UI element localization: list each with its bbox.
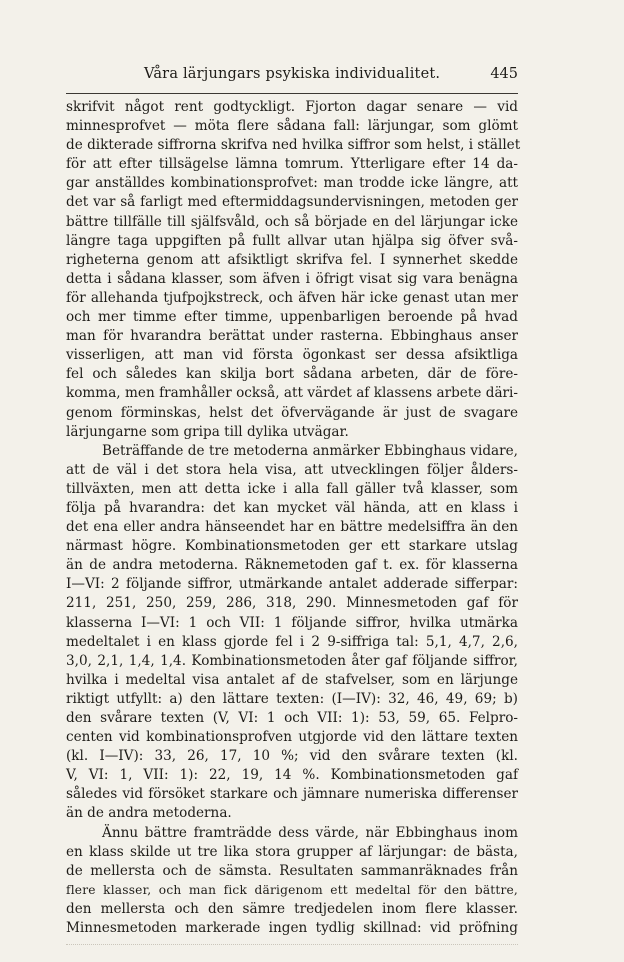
text-line: Beträffande de tre metoderna anmärker Ebbinghaus vidare, — [102, 442, 518, 459]
text-line: och mer timme efter timme, uppenbarligen beroende på hvad — [66, 309, 518, 326]
text-line: gar anställdes kombinationsprofvet: man trodde icke längre, att — [66, 175, 518, 192]
text-line: visserligen, att man vid första ögonkast ser dessa afsiktliga — [66, 347, 518, 364]
text-line: man för hvarandra berättat under rasterna. Ebbinghaus anser — [66, 328, 518, 345]
page-number: 445 — [490, 66, 518, 82]
text-line: komma, men framhåller också, att värdet af klassens arbete däri- — [66, 385, 518, 402]
page-bottom-edge — [66, 944, 518, 947]
text-line: än de andra metoderna. Räknemetoden gaf t. ex. för klasserna — [66, 557, 518, 574]
text-line: närmast högre. Kombinationsmetoden ger ett starkare utslag — [66, 538, 518, 555]
text-line: V, VI: 1, VII: 1): 22, 19, 14 %. Kombinationsmetoden gaf — [66, 767, 518, 784]
text-line: centen vid kombinationsprofven utgjorde vid den lättare texten — [66, 729, 518, 746]
text-line: än de andra metoderna. — [66, 805, 232, 822]
text-line: en klass skilde ut tre lika stora grupper af lärjungar: de bästa, — [66, 843, 518, 860]
text-line: tillväxten, men att detta icke i alla fall gäller två klasser, som — [66, 480, 518, 497]
text-line: Ännu bättre framträdde dess värde, när Ebbinghaus inom — [102, 824, 518, 841]
text-line: medeltalet i en klass gjorde fel i 2 9-siffriga tal: 5,1, 4,7, 2,6, — [66, 633, 518, 650]
text-line: klasserna I—VI: 1 och VII: 1 följande siffror, hvilka utmärka — [66, 614, 518, 631]
text-line: den svårare texten (V, VI: 1 och VII: 1): 53, 59, 65. Felpro- — [66, 710, 518, 726]
text-line: riktigt utfyllt: a) den lättare texten: (I—IV): 32, 46, 49, 69; b) — [66, 690, 518, 707]
text-line: hvilka i medeltal visa antalet af de stafvelser, som en lärjunge — [66, 671, 518, 688]
text-line: Minnesmetoden markerade ingen tydlig skillnad: vid pröfning — [66, 920, 518, 937]
text-line: således vid försöket starkare och jämnare numeriska differenser — [66, 786, 518, 803]
text-line: (kl. I—IV): 33, 26, 17, 10 %; vid den svårare texten (kl. — [66, 748, 518, 765]
text-line: de dikterade siffrorna skrifva ned hvilka siffror som helst, i stället — [66, 137, 521, 154]
text-line: det ena eller andra hänseendet har en bättre medelsiffra än den — [66, 519, 518, 536]
text-line: 3,0, 2,1, 1,4, 1,4. Kombinationsmetoden åter gaf följande siffror, — [66, 652, 518, 669]
text-line: för allehanda tjufpojkstreck, och äfven här icke genast utan mer — [66, 289, 518, 306]
text-line: fel och således kan skilja bort sådana arbeten, där de före- — [66, 366, 518, 383]
text-line: den mellersta och den sämre tredjedelen inom flere klasser. — [66, 900, 518, 917]
text-line: I—VI: 2 följande siffror, utmärkande antalet adderade sifferpar: — [66, 576, 518, 593]
body-text — [66, 98, 521, 938]
page-header — [66, 66, 518, 88]
text-line: detta i sådana klasser, som äfven i öfrigt visat sig vara benägna — [66, 270, 518, 287]
text-line: för att efter tillsägelse lämna tomrum. Ytterligare efter 14 da- — [66, 156, 518, 173]
text-line: lärjungarne som gripa till dylika utvägar. — [66, 423, 349, 440]
text-line: bättre tillfälle till själfsvåld, och så började en del lärjungar icke — [66, 213, 518, 230]
text-line: 211, 251, 250, 259, 286, 318, 290. Minnesmetoden gaf för — [66, 595, 518, 612]
text-line: minnesprofvet — möta flere sådana fall: lärjungar, som glömt — [66, 118, 518, 135]
text-line: följa på hvarandra: det kan mycket väl hända, att en klass i — [66, 499, 518, 516]
text-line: righeterna genom att afsiktligt skrifva fel. I synnerhet skedde — [66, 251, 518, 268]
text-line: längre taga uppgiften på fullt allvar utan hjälpa sig öfver svå- — [66, 232, 518, 249]
text-line: flere klasser, och man fick därigenom ett medeltal för den bättre, — [66, 882, 518, 897]
text-line: skrifvit något rent godtyckligt. Fjorton dagar senare — vid — [66, 99, 518, 115]
text-line: det var så farligt med eftermiddagsundervisningen, metoden ger — [66, 194, 518, 211]
text-line: att de väl i det stora hela visa, att utvecklingen följer ålders- — [66, 461, 518, 478]
text-line: genom förminskas, helst det öfvervägande är just de svagare — [66, 404, 518, 421]
text-line: de mellersta och de sämsta. Resultaten sammanräknades från — [66, 862, 518, 879]
header-rule — [66, 93, 518, 94]
running-title: Våra lärjungars psykiska individualitet. — [144, 66, 441, 82]
